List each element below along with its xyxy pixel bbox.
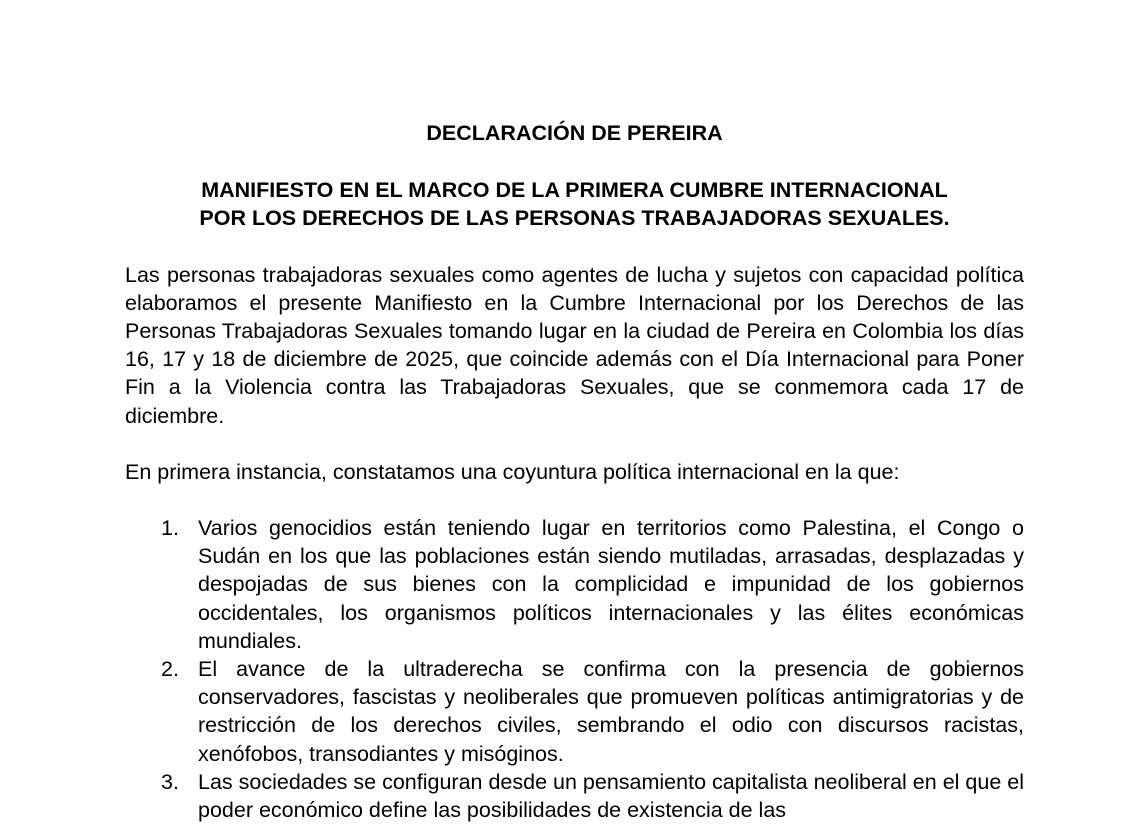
subtitle-line-1: MANIFIESTO EN EL MARCO DE LA PRIMERA CUMBRE INTERNACIONAL <box>201 177 948 202</box>
list-item-text: El avance de la ultraderecha se confirma con la presencia de gobiernos conservadores, fascistas y neoliberales que promueven políticas antimigratorias y de restricción de los derechos civiles, sembrando el odio con discursos racistas, xenófobos, transodiantes y misóginos. <box>198 656 1024 766</box>
paragraph-intro: Las personas trabajadoras sexuales como agentes de lucha y sujetos con capacidad política elaboramos el presente Manifiesto en la Cumbre Internacional por los Derechos de las Personas Trabajadoras Sexuales tomando lugar en la ciudad de Pereira en Colombia los días 16, 17 y 18 de diciembre de 2025, que coincide además con el Día Internacional para Poner Fin a la Violencia contra las Trabajadoras Sexuales, que se conmemora cada 17 de diciembre. <box>125 262 1024 428</box>
subtitle-line-2: POR LOS DERECHOS DE LAS PERSONAS TRABAJADORAS SEXUALES. <box>199 206 950 230</box>
list-item-text: Varios genocidios están teniendo lugar en territorios como Palestina, el Congo o Sudán en los que las poblaciones están siendo mutiladas, arrasadas, desplazadas y despojadas de sus bienes con la complicidad e impunidad de los gobiernos occidentales, los organismos políticos internacionales y las élites económicas mundiales. <box>198 515 1024 653</box>
list-item <box>125 514 1024 655</box>
list-item-number: 1. <box>161 515 179 540</box>
document-page <box>125 119 1024 824</box>
document-subtitle <box>125 176 1024 233</box>
list-item-number: 2. <box>161 656 179 681</box>
list-item-text: Las sociedades se configuran desde un pensamiento capitalista neoliberal en el que el poder económico define las posibilidades de existencia de las <box>198 769 1024 822</box>
numbered-list <box>125 514 1024 824</box>
list-item-number: 3. <box>161 769 179 794</box>
list-item <box>125 655 1024 768</box>
paragraph-context: En primera instancia, constatamos una coyuntura política internacional en la que: <box>125 459 900 484</box>
document-title: DECLARACIÓN DE PEREIRA <box>426 121 723 145</box>
list-item <box>125 768 1024 824</box>
